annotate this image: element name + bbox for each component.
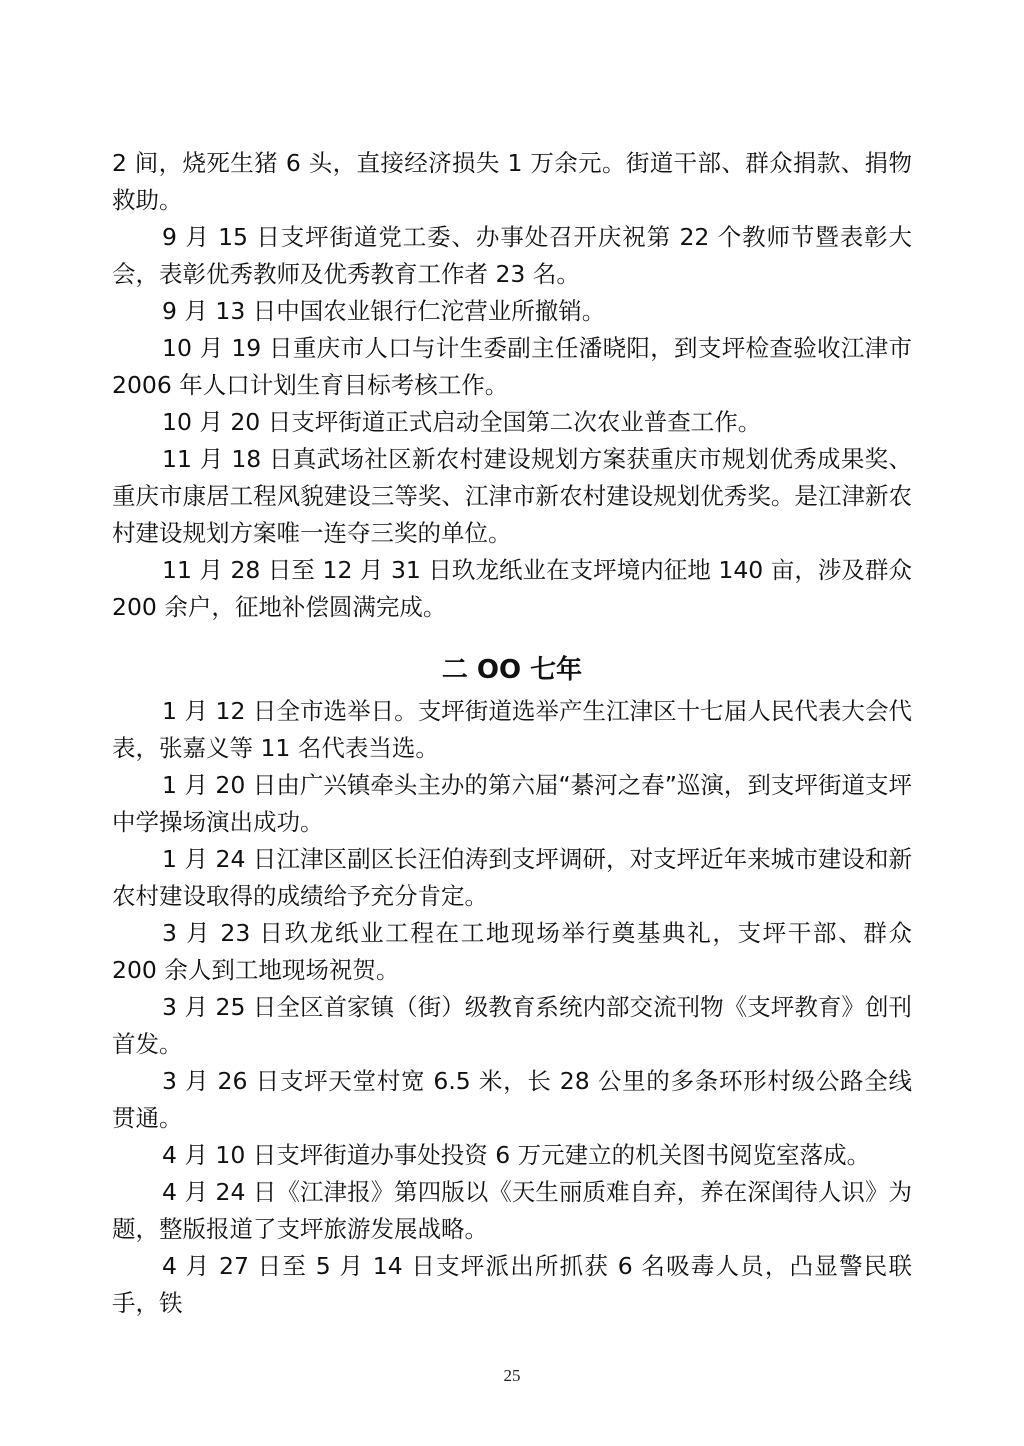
chronicle-entry: 1 月 24 日江津区副区长汪伯涛到支坪调研，对支坪近年来城市建设和新农村建设取得的成绩给予充分肯定。 [112, 845, 912, 910]
chronicle-entry: 9 月 15 日支坪街道党工委、办事处召开庆祝第 22 个教师节暨表彰大会，表彰优秀教师及优秀教育工作者 23 名。 [112, 223, 912, 288]
document-body [112, 145, 912, 1322]
chronicle-entry: 4 月 24 日《江津报》第四版以《天生丽质难自弃，养在深闺待人识》为题，整版报道了支坪旅游发展战略。 [112, 1178, 912, 1243]
chronicle-entry: 10 月 19 日重庆市人口与计生委副主任潘晓阳，到支坪检查验收江津市 2006 年人口计划生育目标考核工作。 [112, 334, 912, 399]
chronicle-entry: 4 月 10 日支坪街道办事处投资 6 万元建立的机关图书阅览室落成。 [162, 1141, 871, 1169]
chronicle-entry: 4 月 27 日至 5 月 14 日支坪派出所抓获 6 名吸毒人员，凸显警民联手，铁 [112, 1252, 912, 1317]
chronicle-entry: 11 月 18 日真武场社区新农村建设规划方案获重庆市规划优秀成果奖、重庆市康居工程风貌建设三等奖、江津市新农村建设规划优秀奖。是江津新农村建设规划方案唯一连夺三奖的单位。 [112, 445, 912, 547]
chronicle-entry: 3 月 23 日玖龙纸业工程在工地现场举行奠基典礼，支坪干部、群众 200 余人到工地现场祝贺。 [112, 919, 912, 984]
chronicle-entry: 3 月 25 日全区首家镇（街）级教育系统内部交流刊物《支坪教育》创刊首发。 [112, 993, 912, 1058]
chronicle-entry: 1 月 12 日全市选举日。支坪街道选举产生江津区十七届人民代表大会代表，张嘉义等 11 名代表当选。 [112, 697, 912, 762]
chronicle-entry: 1 月 20 日由广兴镇牵头主办的第六届“綦河之春”巡演，到支坪街道支坪中学操场演出成功。 [112, 771, 912, 836]
chronicle-entry: 9 月 13 日中国农业银行仁沱营业所撤销。 [162, 297, 606, 325]
year-heading: 二 OO 七年 [441, 655, 583, 685]
page-number: 25 [503, 1366, 521, 1385]
chronicle-entry: 11 月 28 日至 12 月 31 日玖龙纸业在支坪境内征地 140 亩，涉及群众 200 余户，征地补偿圆满完成。 [112, 556, 912, 621]
continued-paragraph: 2 间，烧死生猪 6 头，直接经济损失 1 万余元。街道干部、群众捐款、捐物救助。 [112, 149, 912, 214]
chronicle-entry: 10 月 20 日支坪街道正式启动全国第二次农业普查工作。 [162, 408, 762, 436]
chronicle-entry: 3 月 26 日支坪天堂村宽 6.5 米，长 28 公里的多条环形村级公路全线贯通。 [112, 1067, 912, 1132]
